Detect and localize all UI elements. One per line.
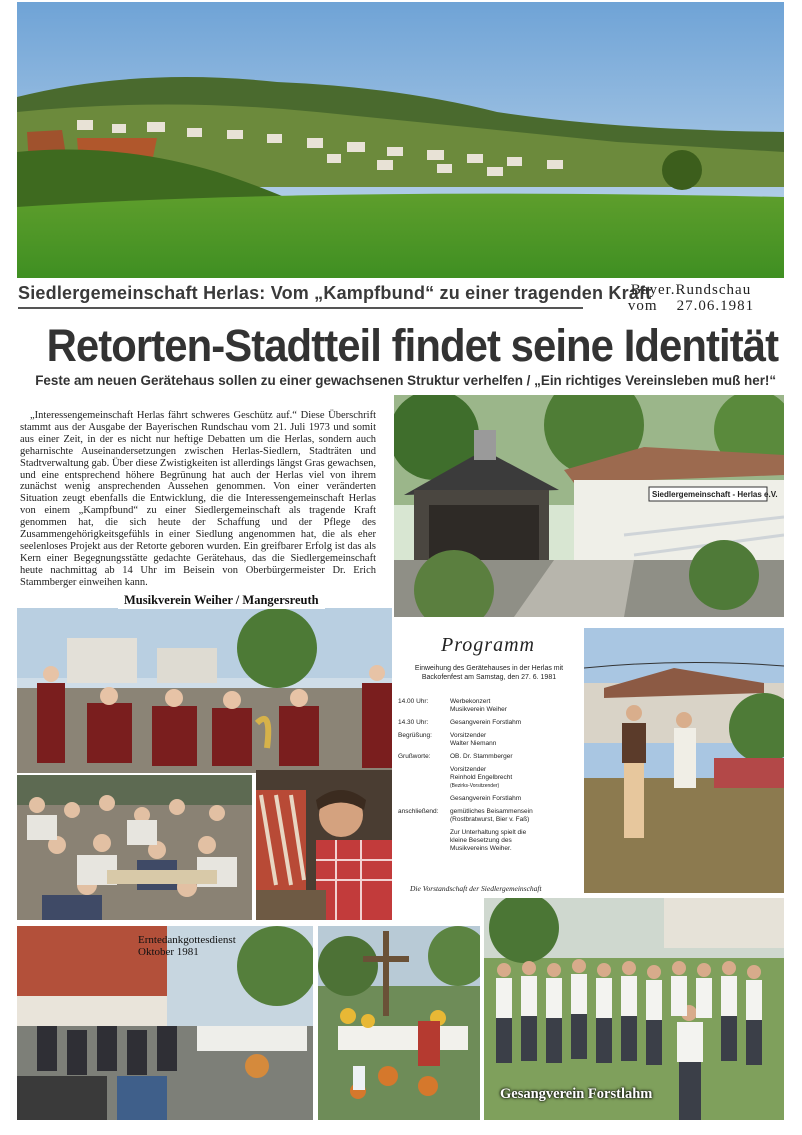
program-line: Gesangverein Forstlahm <box>450 795 522 802</box>
program-schedule <box>398 698 578 858</box>
program-line: Zur Unterhaltung spielt die <box>450 829 527 836</box>
musikverein-photo <box>17 608 392 773</box>
caption-erntedank <box>138 934 236 958</box>
program-row <box>398 795 578 808</box>
program-time: Begrüßung: <box>398 732 432 739</box>
program-entry <box>450 808 578 829</box>
caption-gesangverein: Gesangverein Forstlahm <box>500 1086 653 1102</box>
program-row <box>398 766 578 795</box>
program-time: 14.00 Uhr: <box>398 698 429 705</box>
program-entry <box>450 698 578 719</box>
program-footer: Die Vorstandschaft der Siedlergemeinschaft <box>410 884 542 893</box>
source-date: vom 27.06.1981 <box>627 298 755 314</box>
program-intro: Einweihung des Gerätehauses in der Herlas mit Backofenfest am Samstag, den 27. 6. 1981 <box>414 665 564 681</box>
program-entry <box>450 795 578 808</box>
landscape-photo <box>17 2 784 278</box>
program-line: (Rostbratwurst, Bier v. Faß) <box>450 816 530 823</box>
program-entry <box>450 753 578 766</box>
program-entry <box>450 829 578 858</box>
caption-erntedank-date: Oktober 1981 <box>138 946 199 958</box>
article-headline: Retorten-Stadtteil findet seine Identität <box>46 320 779 371</box>
geraetehaus-photo <box>394 395 784 617</box>
program-time <box>398 766 450 795</box>
house-sign: Siedlergemeinschaft - Herlas e.V. <box>652 490 778 499</box>
program-line: Musikvereins Weiher. <box>450 845 512 852</box>
program-line: (Bezirks-Vorsitzender) <box>450 783 500 789</box>
program-line: Gesangverein Forstlahm <box>450 719 522 726</box>
program-line: Werbekonzert <box>450 698 491 705</box>
program-line: Musikverein Weiher <box>450 706 507 713</box>
program-row <box>398 808 578 829</box>
program-line: Vorsitzender <box>450 732 487 739</box>
caption-musikverein: Musikverein Weiher / Mangersreuth <box>118 592 325 609</box>
program-row <box>398 719 578 732</box>
altar-photo <box>318 926 480 1120</box>
crowd-photo <box>17 775 252 920</box>
program-time <box>398 795 450 808</box>
program-line: kleine Besetzung des <box>450 837 512 844</box>
program-line: Walter Niemann <box>450 740 497 747</box>
program-row <box>398 732 578 753</box>
program-line: Reinhold Engelbrecht <box>450 774 513 781</box>
baker-photo <box>256 770 392 920</box>
program-line: Vorsitzender <box>450 766 487 773</box>
program-entry <box>450 732 578 753</box>
article-subheadline: Feste am neuen Gerätehaus sollen zu einer gewachsenen Struktur verhelfen / „Ein richtiges Vereinsleben muß her!“ <box>35 372 777 388</box>
singer-photo <box>584 628 784 893</box>
source-name: Bayer.Rundschau <box>630 282 752 298</box>
program-time <box>398 829 450 858</box>
article-body: „Interessengemeinschaft Herlas fährt schweres Geschütz auf.“ Diese Überschrift stammt aus der Ausgabe der Bayerischen Rundschau vom 21. Juli 1973 und somit aus einer Zeit, in der es nicht nur heftige Debatten um die Herlas, sondern auch geharnischte Auseinandersetzungen zwischen Herlas-Siedlern, Stadträten und Stadtverwaltung gab. Über diese Zwistigkeiten ist allerdings längst Gras gewachsen, und eine entsprechend höhere Begrünung hat auch der Herlas viel von ihrem zunächst wenig ansprechenden Aussehen genommen. Von einer veränderten Situation zeugt ebenfalls die Entwicklung, die die Interessengemeinschaft Herlas von einem „Kampfbund“ zu einer Siedlergemeinschaft als tragende Kraft genommen hat, die sich heute der Schaffung und der Pflege des Zusammengehörigkeitsgefühls in einer Siedlung angenommen hat, die als eher seelenloses Projekt aus der Retorte geboren wurden. Ein greifbarer Erfolg ist das als Kern einer Begegnungsstätte gedachte Gerätehaus, das die Siedlergemeinschaft heute nachmittag ab 14 Uhr im Beisein von Oberbürgermeister Dr. Erich Stammberger einweihen kann. <box>20 410 376 588</box>
program-row <box>398 698 578 719</box>
program-time: 14.30 Uhr: <box>398 719 429 726</box>
article-kicker: Siedlergemeinschaft Herlas: Vom „Kampfbund“ zu einer tragenden Kraft <box>18 283 583 309</box>
caption-erntedank-title: Erntedankgottesdienst <box>138 934 236 946</box>
program-row <box>398 753 578 766</box>
program-time: Grußworte: <box>398 753 431 760</box>
program-card <box>394 620 582 907</box>
program-line: gemütliches Beisammensein <box>450 808 533 815</box>
program-line: OB. Dr. Stammberger <box>450 753 513 760</box>
program-row <box>398 829 578 858</box>
program-time: anschließend: <box>398 808 439 815</box>
program-entry <box>450 719 578 732</box>
newspaper-source <box>596 282 786 314</box>
program-title: Programm <box>441 634 535 656</box>
program-entry <box>450 766 578 795</box>
